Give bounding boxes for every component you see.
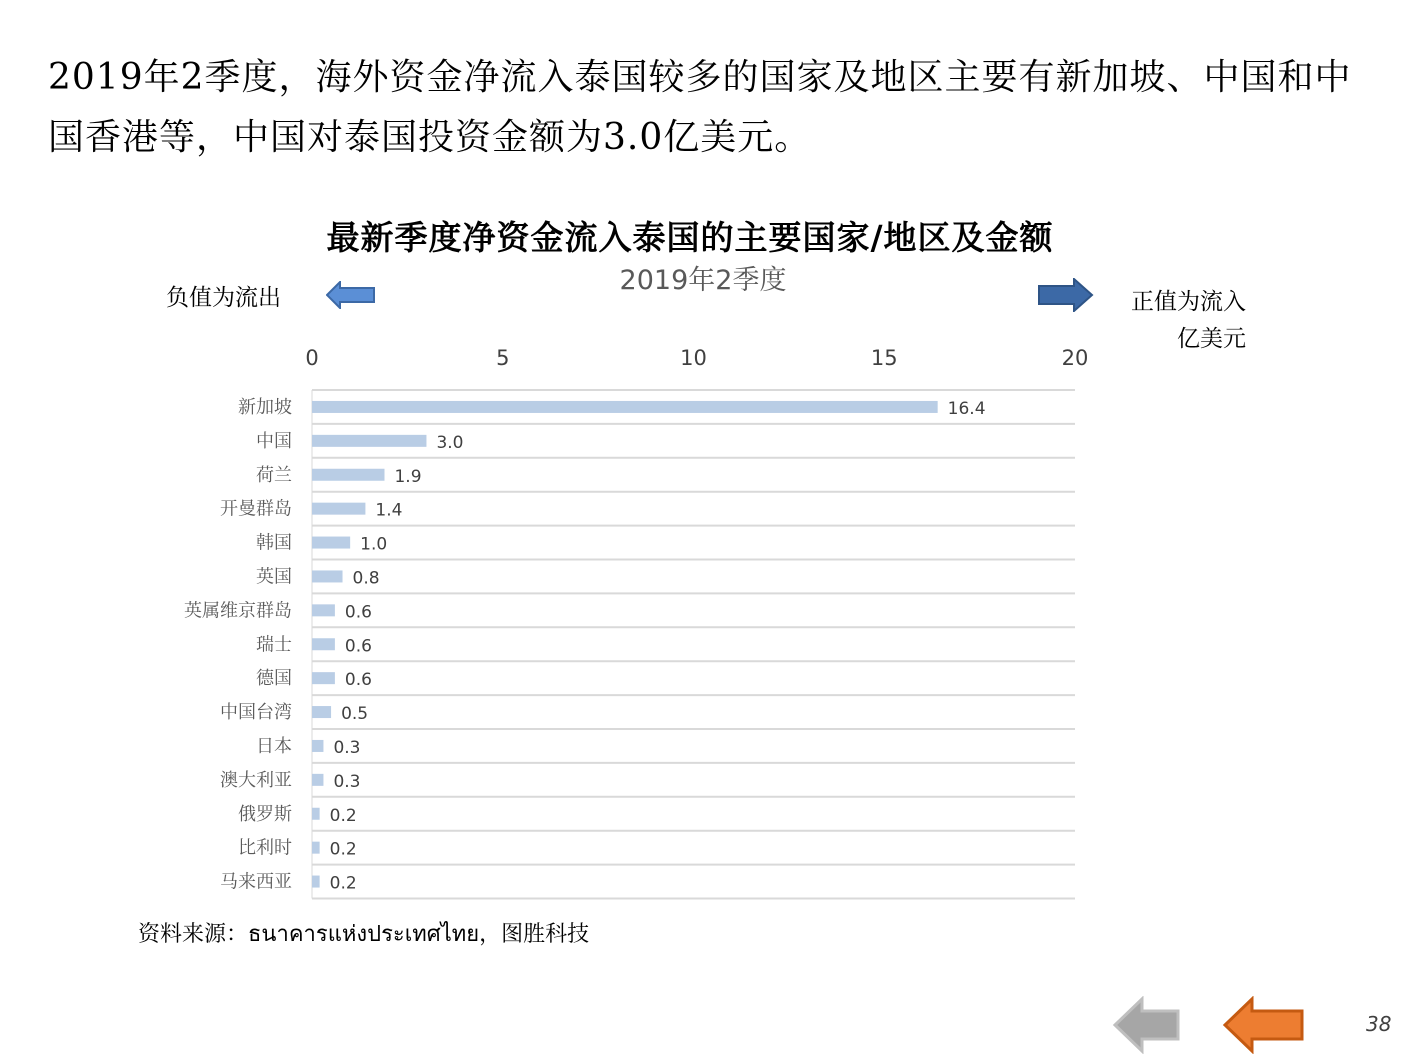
data-label: 0.2: [329, 839, 357, 860]
data-label: 1.0: [360, 534, 388, 555]
bar: [312, 469, 384, 481]
data-label: 0.6: [344, 670, 372, 691]
bar: [312, 435, 426, 447]
bar: [312, 876, 320, 888]
data-label: 16.4: [947, 398, 986, 419]
category-label: 俄罗斯: [238, 803, 292, 825]
bar: [312, 537, 350, 549]
category-label: 中国台湾: [220, 702, 292, 724]
bar: [312, 503, 365, 515]
bar: [312, 808, 320, 820]
x-tick-label: 0: [305, 346, 319, 370]
data-label: 0.6: [344, 602, 372, 623]
back-arrow-icon[interactable]: [1112, 996, 1182, 1054]
x-tick-label: 5: [496, 346, 510, 370]
bar: [312, 774, 323, 786]
data-label: 1.4: [375, 500, 403, 521]
category-label: 英属维京群岛: [184, 600, 292, 622]
category-label: 瑞士: [256, 634, 292, 656]
bar: [312, 570, 343, 582]
bar: [312, 401, 938, 413]
category-label: 英国: [256, 566, 292, 588]
data-label: 3.0: [436, 432, 464, 453]
data-label: 0.3: [333, 771, 361, 792]
bar: [312, 638, 335, 650]
category-label: 日本: [256, 735, 292, 757]
category-label: 澳大利亚: [220, 769, 292, 791]
category-label: 新加坡: [238, 396, 292, 418]
x-tick-label: 15: [870, 346, 898, 370]
category-label: 马来西亚: [220, 871, 292, 893]
data-label: 0.6: [344, 636, 372, 657]
bar: [312, 740, 323, 752]
inflow-note-line: 正值为流入: [1131, 289, 1246, 315]
category-label: 荷兰: [256, 464, 292, 486]
data-label: 0.2: [329, 805, 357, 826]
chart-title: 最新季度净资金流入泰国的主要国家/地区及金额: [326, 218, 1054, 257]
source-note: 资料来源：ธนาคารแห่งประเทศไทย，图胜科技: [138, 922, 590, 947]
x-tick-label: 10: [680, 346, 707, 370]
category-label: 韩国: [256, 532, 292, 554]
category-label: 比利时: [238, 837, 292, 859]
category-label: 德国: [256, 668, 292, 690]
category-label: 开曼群岛: [220, 498, 292, 520]
data-label: 0.5: [341, 704, 369, 725]
outflow-note: 负值为流出: [166, 285, 281, 311]
bar: [312, 604, 335, 616]
bar: [312, 672, 335, 684]
intro-text: 2019年2季度，海外资金净流入泰国较多的国家及地区主要有新加坡、中国和中国香港等，中国对泰国投资金额为3.0亿美元。: [48, 57, 1352, 158]
data-label: 0.3: [333, 737, 361, 758]
data-label: 0.8: [352, 568, 380, 589]
x-tick-label: 20: [1061, 346, 1089, 370]
bar: [312, 706, 331, 718]
data-label: 1.9: [394, 466, 422, 487]
page-number: 38: [1366, 1012, 1392, 1036]
category-label: 中国: [256, 430, 292, 452]
chart-subtitle: 2019年2季度: [619, 265, 787, 296]
unit-label: 亿美元: [1177, 326, 1246, 352]
forward-arrow-icon[interactable]: [1222, 996, 1306, 1054]
data-label: 0.2: [329, 873, 357, 894]
bar: [312, 842, 320, 854]
